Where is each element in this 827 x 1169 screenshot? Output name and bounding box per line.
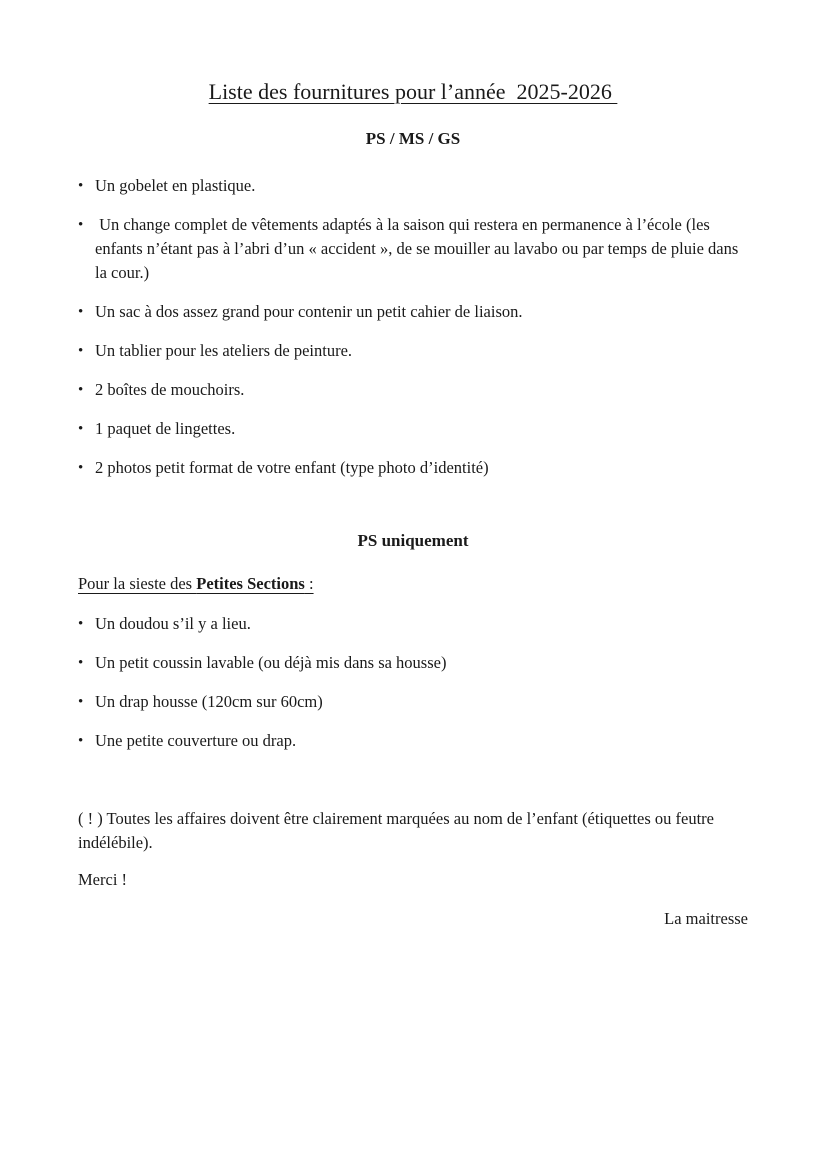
list-item [78, 417, 748, 441]
thanks-text: Merci ! [78, 870, 128, 889]
supplies-list-all-levels [78, 174, 748, 480]
list-item-text: Un sac à dos assez grand pour contenir un petit cahier de liaison. [95, 302, 523, 321]
signature-text: La maitresse [664, 909, 748, 928]
bullet-icon: • [78, 382, 84, 398]
bullet-icon: • [78, 343, 84, 359]
bullet-icon: • [78, 460, 84, 476]
list-item [78, 456, 748, 480]
list-item-text: Un doudou s’il y a lieu. [95, 614, 251, 633]
list-item [78, 378, 748, 402]
list-item [78, 213, 748, 285]
bullet-icon: • [78, 655, 84, 671]
section-heading-ps-ms-gs: PS / MS / GS [365, 129, 461, 148]
list-item-text: Un drap housse (120cm sur 60cm) [95, 692, 323, 711]
list-item [78, 174, 748, 198]
bullet-icon: • [78, 178, 84, 194]
list-item-text: 1 paquet de lingettes. [95, 419, 236, 438]
list-item [78, 651, 748, 675]
list-item-text: 2 boîtes de mouchoirs. [95, 380, 245, 399]
bullet-icon: • [78, 616, 84, 632]
list-item-text: Un change complet de vêtements adaptés à la saison qui restera en permanence à l’école (les enfants n’étant pas à l’abri d’un « accident », de se mouiller au lavabo ou par temps de pluie dans la cour.) [95, 215, 743, 282]
sieste-subheading-prefix: Pour la sieste des [78, 574, 197, 593]
sieste-subheading-text [78, 574, 314, 593]
bullet-icon: • [78, 304, 84, 320]
bullet-icon: • [78, 217, 84, 233]
sieste-subheading [78, 572, 748, 596]
bullet-icon: • [78, 694, 84, 710]
page-title-text: Liste des fournitures pour l’année 2025-2026 [208, 79, 618, 104]
sieste-subheading-bold: Petites Sections [196, 574, 305, 593]
list-item [78, 690, 748, 714]
sieste-subheading-suffix: : [304, 574, 314, 593]
list-item-text: Un gobelet en plastique. [95, 176, 256, 195]
page-title [78, 80, 748, 104]
list-item [78, 300, 748, 324]
list-item [78, 612, 748, 636]
supplies-list-ps-only [78, 612, 748, 753]
list-item [78, 339, 748, 363]
bullet-icon: • [78, 733, 84, 749]
bullet-icon: • [78, 421, 84, 437]
list-item [78, 729, 748, 753]
list-item-text: Un petit coussin lavable (ou déjà mis dans sa housse) [95, 653, 447, 672]
list-item-text: Un tablier pour les ateliers de peinture. [95, 341, 353, 360]
section-heading-ps-uniquement: PS uniquement [357, 531, 469, 550]
marking-note: ( ! ) Toutes les affaires doivent être clairement marquées au nom de l’enfant (étiquettes ou feutre indélébile). [78, 809, 719, 852]
list-item-text: 2 photos petit format de votre enfant (type photo d’identité) [95, 458, 489, 477]
list-item-text: Une petite couverture ou drap. [95, 731, 297, 750]
